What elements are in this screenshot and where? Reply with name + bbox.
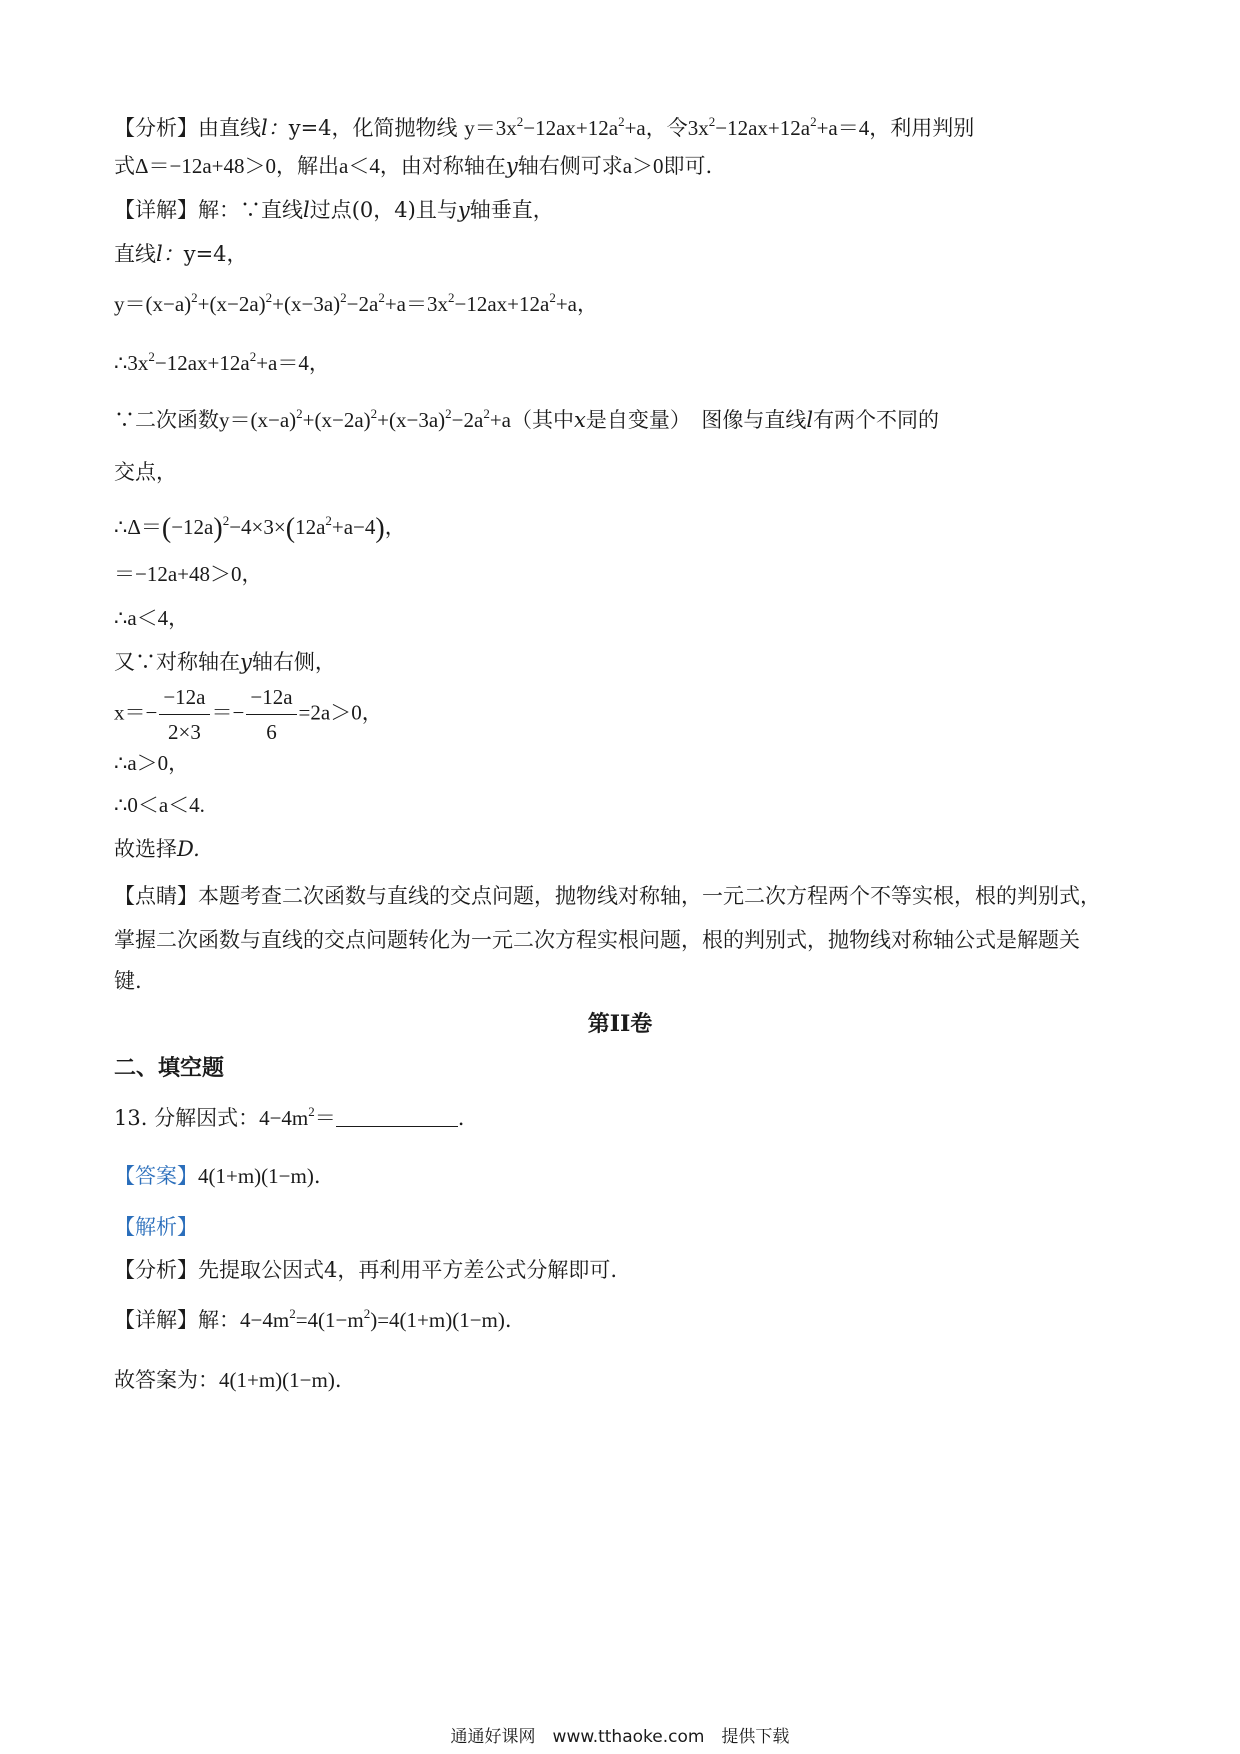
equation-axis: x＝− $\frac{-12a}{2\times 3}$ ＝− $\frac{-12a}{6}$ =2a＞0， <box>114 682 1130 747</box>
summary-line-1: 【点睛】本题考查二次函数与直线的交点问题，抛物线对称轴，一元二次方程两个不等实根，根的判别式， <box>114 884 1101 908</box>
analysis-tag: 【分析】 <box>114 116 198 140</box>
fraction-2: $\frac{-12a}{6}$ <box>246 682 296 747</box>
equation-expand: $y=(x-a)^2+(x-2a)^2+(x-3a)^2-2a^2+a=3x^2-12ax+12a^2+a$， <box>114 290 598 316</box>
part-heading: 二、填空题 <box>114 1055 225 1081</box>
equation-discriminant: Δ＝−12a+48＞0 <box>135 154 277 178</box>
q13-detail: 【详解】解：$4-4m^2=4(1-m^2)=4(1+m)(1-m)$. <box>114 1306 512 1332</box>
equation-set-equal: $3x^2-12ax+12a^2+a=4$ <box>687 114 870 140</box>
summary-line-2: 掌握二次函数与直线的交点问题转化为一元二次方程实根问题，根的判别式，抛物线对称轴公式是解题关 <box>114 928 1080 952</box>
equation-therefore: $\therefore 3x^2-12ax+12a^2+a=4$， <box>114 349 330 375</box>
detail-because-line: ∵二次函数$y=(x-a)^2+(x-2a)^2+(x-3a)^2-2a^2+a$（其中x是自变量） 图像与直线l有两个不同的 <box>114 406 940 432</box>
footer-text: 通通好课网 www.tthaoke.com 提供下载 <box>450 1727 790 1747</box>
detail-intersect-line: 交点， <box>114 460 177 484</box>
summary-tag: 【点睛】 <box>114 884 198 908</box>
fraction-1: $\frac{-12a}{2\times 3}$ <box>159 682 209 747</box>
detail-line-2: 直线l：y=4， <box>114 242 248 266</box>
answer-blank <box>336 1106 458 1127</box>
question-13: 13. 分解因式：$4-4m^2=$ . <box>114 1104 465 1130</box>
q13-analysis: 【分析】先提取公因式4，再利用平方差公式分解即可. <box>114 1258 618 1282</box>
answer-tag: 【答案】 <box>114 1164 198 1188</box>
jiexi-tag: 【解析】 <box>114 1215 198 1239</box>
answer-line: 【答案】4(1+m)(1−m). <box>114 1164 321 1188</box>
analysis-line-2: 式Δ＝−12a+48＞0，解出a＜4，由对称轴在y轴右侧可求a＞0即可. <box>114 154 713 178</box>
equation-range: ∴0＜a＜4. <box>114 793 205 817</box>
analysis-line-1: 【分析】由直线l：y=4，化简抛物线 $y=3x^2-12ax+12a^2+a$，令$3x^2-12ax+12a^2+a=4$，利用判别 <box>114 114 975 140</box>
detail-line-1: 【详解】解：∵直线l过点(0，4)且与y轴垂直， <box>114 198 554 222</box>
equation-delta: $\therefore\Delta=(-12a)^2-4\times 3\times(12a^2+a-4)$， <box>114 513 406 544</box>
q13-final: 故答案为：4(1+m)(1−m). <box>114 1368 342 1392</box>
volume-heading: 第II卷 <box>587 1011 653 1037</box>
equation-delta-result: ＝−12a+48＞0， <box>114 562 263 586</box>
detail-axis-line: 又∵对称轴在y轴右侧， <box>114 650 336 674</box>
answer-value: 4(1+m)(1−m) <box>198 1164 314 1188</box>
detail-tag: 【详解】 <box>114 198 198 222</box>
equation-a-lt-4: ∴a＜4， <box>114 606 190 630</box>
summary-line-3: 键. <box>114 969 142 993</box>
choose-line: 故选择D. <box>114 837 200 861</box>
equation-a-gt-0: ∴a＞0， <box>114 751 190 775</box>
equation-parabola: $y=3x^2-12ax+12a^2+a$ <box>464 114 646 140</box>
